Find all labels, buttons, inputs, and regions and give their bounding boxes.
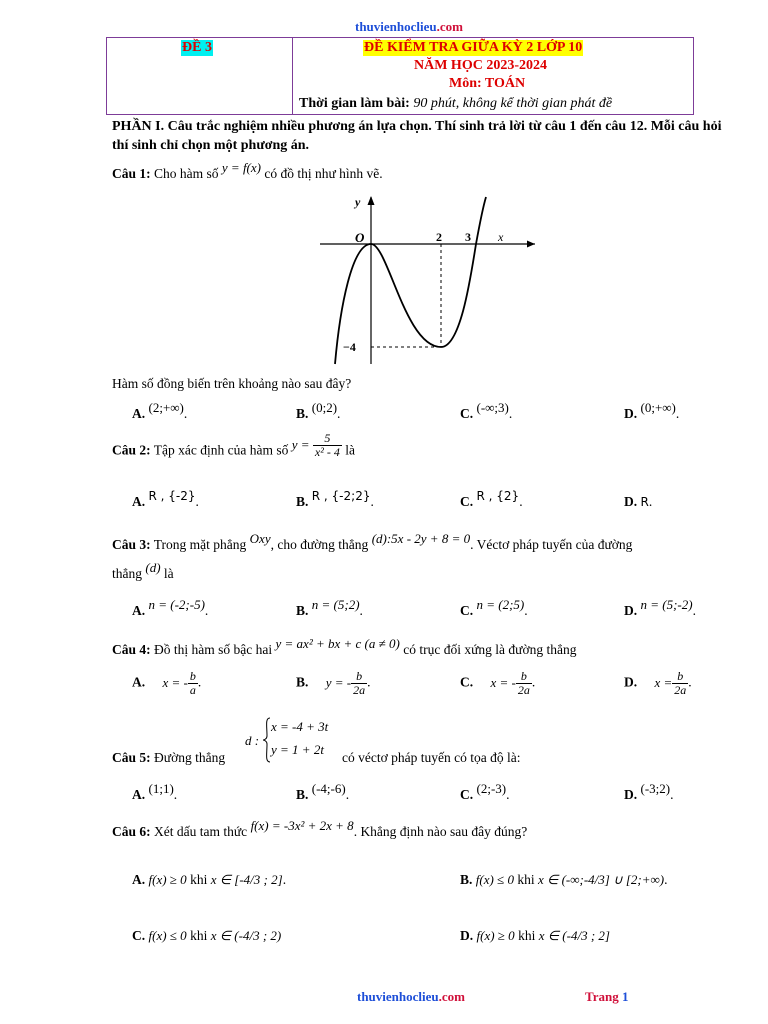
question-5: Câu 5: Đường thẳng [112,750,226,765]
q4-option-b[interactable]: B. y = - $\frac{b}{2a}$ . [296,669,371,697]
q4-option-a[interactable]: A. x = - $\frac{b}{a}$ . [132,669,202,697]
q3-line-equation: (d):5x - 2y + 8 = 0 [371,531,471,546]
q4-option-c[interactable]: C. x = - $\frac{b}{2a}$ . [460,669,536,697]
q1-option-b[interactable]: B. (0;2). [296,400,341,421]
q5-option-a[interactable]: A. (1;1). [132,781,178,802]
function-graph [310,192,540,367]
q5-option-c[interactable]: C. (2;-3). [460,781,510,802]
q3-option-a[interactable]: A. n = (-2;-5). [132,597,209,618]
q5-option-b[interactable]: B. (-4;-6). [296,781,350,802]
q5-system-line2: y = 1 + 2t [271,742,324,757]
site-name-footer: thuvienhoclieu.com [357,989,465,1004]
q6-option-d[interactable]: D. f(x) ≥ 0 khi x ∈ (-4/3 ; 2] [460,928,610,943]
q2-option-d[interactable]: D. R. [624,494,653,509]
header-divider [292,38,293,114]
exam-subject: Môn: TOÁN [449,76,526,91]
q5-system-line1: x = -4 + 3t [271,719,329,734]
q3-option-c[interactable]: C. n = (2;5). [460,597,528,618]
q4-option-d[interactable]: D. x = $\frac{b}{2a}$ . [624,669,692,697]
x-axis-label: x [498,230,504,244]
exam-header [106,37,694,115]
q6-formula: f(x) = -3x² + 2x + 8 [250,818,354,833]
q6-option-a[interactable]: A. f(x) ≥ 0 khi x ∈ [-4/3 ; 2]. [132,872,287,887]
question-1: Câu 1: Cho hàm số y = f(x) có đồ thị như hình vẽ. [112,160,383,181]
exam-year: NĂM HỌC 2023-2024 [414,58,547,73]
tick-2: 2 [436,230,442,244]
page-number: Trang 1 [585,989,629,1004]
q6-option-c[interactable]: C. f(x) ≤ 0 khi x ∈ (-4/3 ; 2) [132,928,282,943]
q2-option-a[interactable]: A. R , {-2}. [132,489,199,509]
question-3: Câu 3: Trong mặt phẳng Oxy, cho đường thẳng (d):5x - 2y + 8 = 0. Véctơ pháp tuyến của đường [112,531,633,552]
q2-option-c[interactable]: C. R , {2}. [460,489,523,509]
question-2: Câu 2: Tập xác định của hàm số y = $\frac{5}{\text{x² - 4}}$ là [112,431,355,459]
function-curve [335,197,486,364]
q2-option-b[interactable]: B. R , {-2;2}. [296,489,374,509]
q1-option-d[interactable]: D. (0;+∞). [624,400,680,421]
q1-option-c[interactable]: C. (-∞;3). [460,400,513,421]
q5-d-label: d : [245,733,260,748]
q5-post: có véctơ pháp tuyến có tọa độ là: [342,750,521,765]
exam-code: ĐỀ 3 [182,40,212,55]
site-name-top: thuvienhoclieu.com [355,19,463,34]
y-axis-label: y [355,195,361,209]
question-4: Câu 4: Đồ thị hàm số bậc hai y = ax² + bx + c (a ≠ 0) có trục đối xứng là đường thẳng [112,636,577,657]
q5-option-d[interactable]: D. (-3;2). [624,781,674,802]
q6-option-b[interactable]: B. f(x) ≤ 0 khi x ∈ (-∞;-4/3] ∪ [2;+∞). [460,872,668,887]
q2-fraction: $\frac{5}{\text{x² - 4}}$ [314,431,340,459]
q1-option-a[interactable]: A. (2;+∞). [132,400,188,421]
x-axis-arrow [527,241,535,248]
q3-option-b[interactable]: B. n = (5;2). [296,597,363,618]
tick-minus-4: −4 [343,340,356,354]
part-1-instructions: PHẦN I. Câu trắc nghiệm nhiều phương án lựa chọn. Thí sinh trả lời từ câu 1 đến câu 12. Mỗi câu hỏi thí sinh chỉ chọn một phương án. [112,119,722,153]
q3-option-d[interactable]: D. n = (5;-2). [624,597,696,618]
tick-3: 3 [465,230,471,244]
question-3-line2: thẳng (d) là [112,560,174,581]
exam-time: Thời gian làm bài: 90 phút, không kể thời gian phát đề [299,96,613,111]
question-6: Câu 6: Xét dấu tam thức f(x) = -3x² + 2x + 8. Khẳng định nào sau đây đúng? [112,818,528,839]
q4-formula: y = ax² + bx + c (a ≠ 0) [275,636,400,651]
question-1-prompt: Hàm số đồng biến trên khoảng nào sau đây? [112,376,352,391]
exam-title: ĐỀ KIỂM TRA GIỮA KỲ 2 LỚP 10 [364,40,583,55]
origin-label: O [355,230,365,245]
q1-formula: y = f(x) [221,160,261,175]
y-axis-arrow [368,196,375,205]
